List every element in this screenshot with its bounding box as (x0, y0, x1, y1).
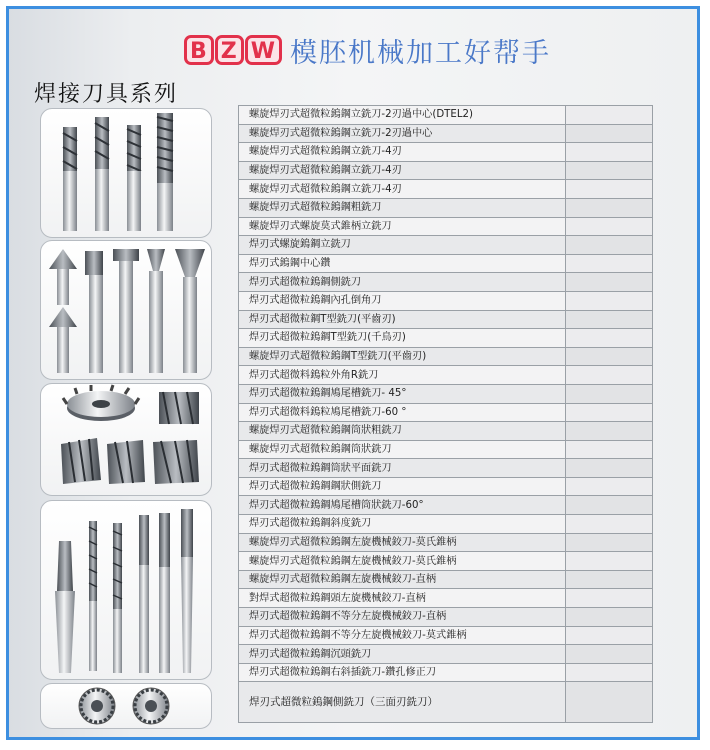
empty-spec-cell (566, 310, 653, 329)
table-row (239, 422, 653, 441)
end-mill-icon (41, 109, 211, 237)
table-row (239, 626, 653, 645)
empty-spec-cell (566, 329, 653, 348)
product-name-cell: 焊刃式超微粒鎢鋼不等分左旋機械鉸刀-直柄 (239, 608, 566, 627)
dovetail-cutter-icon (175, 249, 205, 373)
product-name-cell: 焊刃式超微料鎢粒鳩尾槽銑刀-60 ° (239, 403, 566, 422)
countersink-photos (40, 240, 212, 380)
product-name-cell: 焊刃式超微粒鎢鋼沉頭銑刀 (239, 645, 566, 664)
reamer-icon (41, 501, 211, 679)
side-milling-cutter-photos (40, 383, 212, 496)
empty-spec-cell (566, 273, 653, 292)
product-name-cell: 螺旋焊刃式超微粒鎢鋼左旋機械鉸刀-莫氏錐柄 (239, 552, 566, 571)
product-name-cell: 焊刃式超微粒鎢鋼側銑刀 (239, 273, 566, 292)
table-row (239, 217, 653, 236)
saw-cutter-photos (40, 683, 212, 729)
table-row (239, 310, 653, 329)
product-name-cell: 螺旋焊刃式超微粒鎢鋼粗銑刀 (239, 198, 566, 217)
table-row (239, 347, 653, 366)
product-name-cell: 焊刃式超微粒鎢鋼側銑刀（三面刃銑刀） (239, 682, 566, 723)
table-row (239, 515, 653, 534)
reamer-photos (40, 500, 212, 680)
empty-spec-cell (566, 663, 653, 682)
empty-spec-cell (566, 589, 653, 608)
brand-slogan: 模胚机械加工好帮手 (290, 37, 552, 69)
empty-spec-cell (566, 347, 653, 366)
product-name-cell: 焊刃式超微粒鎢鋼內孔倒角刀 (239, 291, 566, 310)
table-row (239, 477, 653, 496)
table-row (239, 254, 653, 273)
empty-spec-cell (566, 477, 653, 496)
empty-spec-cell (566, 608, 653, 627)
empty-spec-cell (566, 459, 653, 478)
product-name-cell: 螺旋焊刃式超微粒鎢鋼筒狀粗銑刀 (239, 422, 566, 441)
product-name-cell: 螺旋焊刃式超微粒鎢鋼立銑刀-4刃 (239, 143, 566, 162)
table-row (239, 682, 653, 723)
table-row (239, 329, 653, 348)
product-name-cell: 焊刃式超微粒鎢鋼斜度銑刀 (239, 515, 566, 534)
product-name-cell: 焊刃式超微粒鎢鋼鳩尾槽銑刀- 45° (239, 384, 566, 403)
empty-spec-cell (566, 403, 653, 422)
table-row (239, 273, 653, 292)
slot-cutter-icon (41, 384, 211, 495)
empty-spec-cell (566, 124, 653, 143)
product-name-cell: 焊刃式超微粒鎢鋼鳩尾槽筒狀銑刀-60° (239, 496, 566, 515)
table-row (239, 663, 653, 682)
product-name-cell: 焊刃式超微粒鎢鋼不等分左旋機械鉸刀-莫式錐柄 (239, 626, 566, 645)
saw-blade-icon (41, 684, 211, 728)
empty-spec-cell (566, 422, 653, 441)
product-name-cell: 焊刃式超微粒鎢鋼筒狀平面銑刀 (239, 459, 566, 478)
empty-spec-cell (566, 626, 653, 645)
empty-spec-cell (566, 254, 653, 273)
table-row (239, 106, 653, 125)
helical-cutter-icon (61, 438, 199, 484)
table-row (239, 552, 653, 571)
empty-spec-cell (566, 291, 653, 310)
product-name-cell: 螺旋焊刃式超微粒鎢鋼左旋機械鉸刀-直柄 (239, 570, 566, 589)
product-name-cell: 焊刃式超微粒鎢鋼T型銑刀(千鳥刃) (239, 329, 566, 348)
product-name-cell: 焊刃式鎢鋼中心鑽 (239, 254, 566, 273)
logo-letter: Z (215, 35, 244, 65)
empty-spec-cell (566, 180, 653, 199)
product-name-cell: 螺旋焊刃式超微粒鎢鋼T型銑刀(平齒刃) (239, 347, 566, 366)
empty-spec-cell (566, 143, 653, 162)
table-row (239, 161, 653, 180)
product-name-cell: 焊刃式螺旋鎢鋼立銑刀 (239, 236, 566, 255)
table-row (239, 366, 653, 385)
empty-spec-cell (566, 552, 653, 571)
empty-spec-cell (566, 496, 653, 515)
table-row (239, 459, 653, 478)
table-row (239, 124, 653, 143)
brand-header (184, 30, 551, 70)
empty-spec-cell (566, 198, 653, 217)
table-row (239, 403, 653, 422)
table-row (239, 384, 653, 403)
empty-spec-cell (566, 236, 653, 255)
table-row (239, 291, 653, 310)
product-name-cell: 焊刃式超微粒鋼T型銑刀(平齒刃) (239, 310, 566, 329)
table-row (239, 645, 653, 664)
table-row (239, 589, 653, 608)
product-name-cell: 螺旋焊刃式超微粒鎢鋼立銑刀-4刃 (239, 180, 566, 199)
product-table (238, 105, 653, 723)
empty-spec-cell (566, 217, 653, 236)
empty-spec-cell (566, 161, 653, 180)
product-name-cell: 螺旋焊刃式超微粒鎢鋼立銑刀-4刃 (239, 161, 566, 180)
empty-spec-cell (566, 570, 653, 589)
table-row (239, 180, 653, 199)
empty-spec-cell (566, 366, 653, 385)
brand-logo (184, 35, 282, 65)
product-name-cell: 對焊式超微粒鎢鋼頭左旋機械鉸刀-直柄 (239, 589, 566, 608)
empty-spec-cell (566, 440, 653, 459)
countersink-icon (41, 241, 211, 379)
empty-spec-cell (566, 682, 653, 723)
table-row (239, 496, 653, 515)
empty-spec-cell (566, 515, 653, 534)
empty-spec-cell (566, 384, 653, 403)
logo-letter: W (245, 35, 282, 65)
table-row (239, 440, 653, 459)
taper-shank-icon (55, 541, 75, 673)
product-name-cell: 螺旋焊刃式螺旋莫式錐柄立銑刀 (239, 217, 566, 236)
product-name-cell: 螺旋焊刃式超微粒鎢鋼筒狀銑刀 (239, 440, 566, 459)
product-name-cell: 焊刃式超微粒鎢鋼鋼狀側銑刀 (239, 477, 566, 496)
logo-letter: B (184, 35, 214, 65)
product-name-cell: 焊刃式超微料鎢粒外角R銑刀 (239, 366, 566, 385)
table-row (239, 608, 653, 627)
empty-spec-cell (566, 106, 653, 125)
table-row (239, 198, 653, 217)
empty-spec-cell (566, 645, 653, 664)
series-title: 焊接刀具系列 (34, 82, 179, 107)
product-name-cell: 螺旋焊刃式超微粒鎢鋼立銑刀-2刃過中心 (239, 124, 566, 143)
product-name-cell: 螺旋焊刃式超微粒鎢鋼左旋機械鉸刀-莫氏錐柄 (239, 533, 566, 552)
table-row (239, 533, 653, 552)
table-row (239, 236, 653, 255)
product-name-cell: 焊刃式超微粒鎢鋼右斜插銑刀-鑽孔修正刀 (239, 663, 566, 682)
end-mill-photos (40, 108, 212, 238)
product-name-cell: 螺旋焊刃式超微粒鎢鋼立銑刀-2刃過中心(DTEL2) (239, 106, 566, 125)
empty-spec-cell (566, 533, 653, 552)
table-row (239, 570, 653, 589)
table-row (239, 143, 653, 162)
